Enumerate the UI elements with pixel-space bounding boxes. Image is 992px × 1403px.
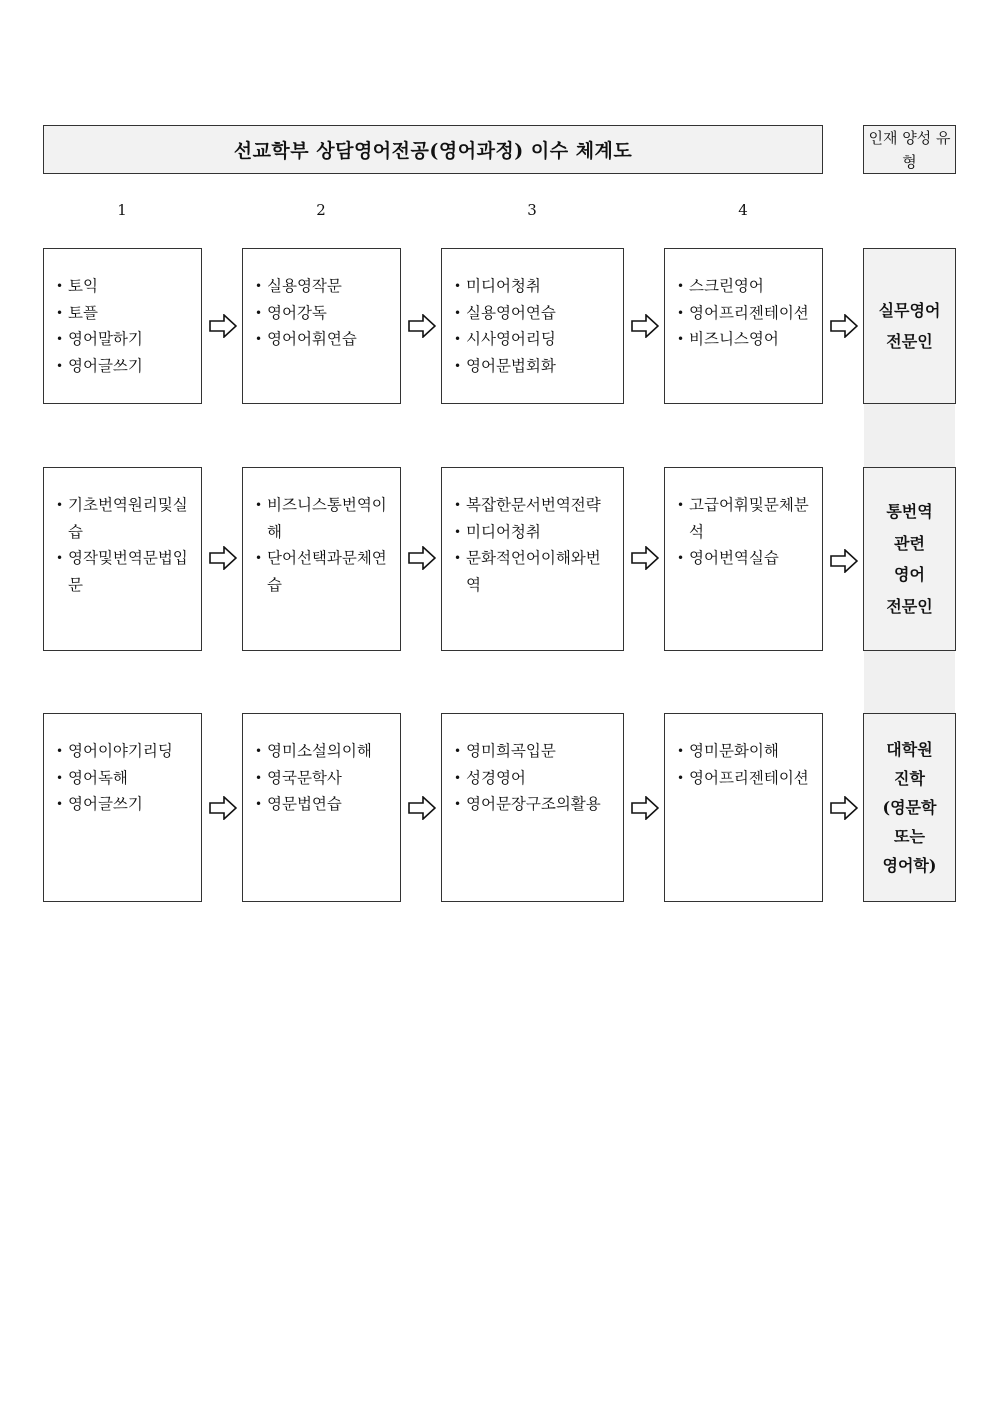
course-item: • 영작및번역문법입문 [56,545,193,598]
course-item: • 단어선택과문체연습 [255,545,392,598]
course-item: • 영어문장구조의활용 [454,791,615,818]
course-box-r3-c2 [242,713,401,902]
course-item: • 영미문화이해 [677,738,814,765]
column-number-4: 4 [738,201,748,219]
course-item: • 영국문학사 [255,765,392,792]
type-line: 진학 [894,769,925,788]
type-line: 또는 [894,827,925,846]
course-box-r3-c4 [664,713,823,902]
type-line: 관련 [894,533,925,553]
course-item: • 토플 [56,300,193,327]
right-arrow-icon [631,796,659,820]
right-arrow-icon [209,546,237,570]
course-box-r2-c4 [664,467,823,651]
course-box-r1-c3 [441,248,624,404]
course-item: • 영미희곡입문 [454,738,615,765]
course-item: • 영어말하기 [56,326,193,353]
type-line: 영어학) [882,856,937,875]
course-box-r3-c1 [43,713,202,902]
right-arrow-icon [408,546,436,570]
type-line: 전문인 [886,596,933,616]
course-item: • 비즈니스통번역이해 [255,492,392,545]
page-title: 선교학부 상담영어전공(영어과정) 이수 체계도 [43,125,823,174]
course-item: • 비즈니스영어 [677,326,814,353]
course-item: • 토익 [56,273,193,300]
type-connector [864,404,955,467]
right-arrow-icon [631,546,659,570]
course-item: • 영미소설의이해 [255,738,392,765]
course-item: • 실용영작문 [255,273,392,300]
column-number-2: 2 [316,201,326,219]
course-item: • 영문법연습 [255,791,392,818]
right-arrow-icon [830,796,858,820]
type-line: 영어 [894,565,925,584]
course-item: • 영어글쓰기 [56,791,193,818]
course-box-r2-c3 [441,467,624,651]
course-item: • 영어이야기리딩 [56,738,193,765]
column-number-3: 3 [527,201,537,219]
right-arrow-icon [631,314,659,338]
course-item: • 영어독해 [56,765,193,792]
type-line: 실무영어 [878,301,941,320]
course-item: • 실용영어연습 [454,300,615,327]
right-arrow-icon [408,796,436,820]
course-box-r2-c1 [43,467,202,651]
column-number-1: 1 [117,201,127,219]
course-item: • 성경영어 [454,765,615,792]
course-item: • 영어강독 [255,300,392,327]
type-connector [864,651,955,714]
course-item: • 기초번역원리및실습 [56,492,193,545]
course-box-r1-c4 [664,248,823,404]
course-item: • 미디어청취 [454,273,615,300]
course-item: • 문화적언어이해와번역 [454,545,615,598]
type-line: 통번역 [886,502,933,521]
right-arrow-icon [830,314,858,338]
type-line: 전문인 [886,332,933,351]
right-arrow-icon [209,796,237,820]
course-item: • 복잡한문서번역전략 [454,492,615,519]
type-line: 대학원 [886,740,933,759]
course-item: • 스크린영어 [677,273,814,300]
course-item: • 미디어청취 [454,519,615,546]
course-box-r1-c2 [242,248,401,404]
course-item: • 영어글쓰기 [56,353,193,380]
talent-type-graduate-school [863,713,956,902]
course-item: • 영어프리젠테이션 [677,300,814,327]
type-column-header: 인재 양성 유형 [863,125,956,174]
course-box-r1-c1 [43,248,202,404]
course-item: • 시사영어리딩 [454,326,615,353]
type-line: (영문학 [882,798,937,817]
course-box-r2-c2 [242,467,401,651]
talent-type-practical-english [863,248,956,404]
right-arrow-icon [830,549,858,573]
right-arrow-icon [209,314,237,338]
course-box-r3-c3 [441,713,624,902]
talent-type-translation [863,467,956,651]
course-item: • 영어번역실습 [677,545,814,572]
course-item: • 영어문법회화 [454,353,615,380]
course-item: • 영어어휘연습 [255,326,392,353]
course-item: • 영어프리젠테이션 [677,765,814,792]
course-item: • 고급어휘및문체분석 [677,492,814,545]
right-arrow-icon [408,314,436,338]
